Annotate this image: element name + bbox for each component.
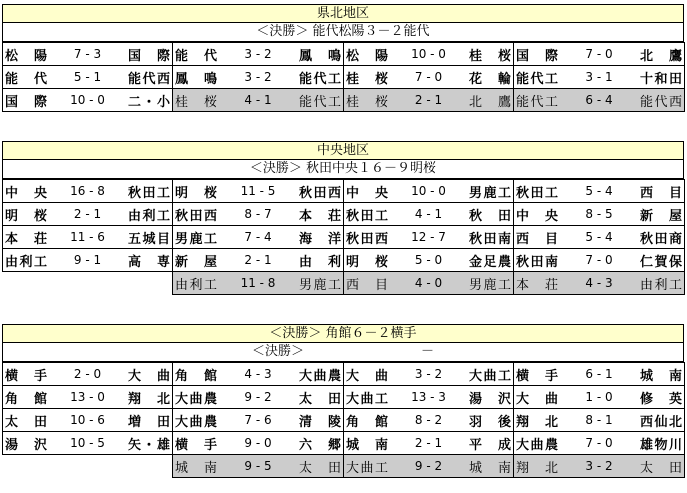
score: 9 - 1	[73, 253, 102, 267]
match	[514, 455, 684, 477]
score: 10 - 0	[411, 47, 446, 61]
team-b: 男鹿工	[469, 277, 511, 293]
team-a: 中 央	[516, 208, 558, 224]
match-cell	[173, 432, 344, 455]
team-b: 羽 後	[469, 414, 511, 430]
team-a: 秋田工	[346, 208, 388, 224]
match-cell	[514, 249, 685, 272]
team-a: 太 田	[5, 414, 47, 430]
match-cell	[3, 432, 173, 455]
match	[344, 363, 513, 385]
match-cell	[514, 180, 685, 203]
team-a: 新 屋	[175, 254, 217, 270]
team-b: 大 曲	[128, 368, 170, 384]
match-cell	[344, 203, 514, 226]
match	[3, 226, 172, 248]
score: 9 - 2	[244, 390, 272, 404]
section-kenpoku	[2, 4, 684, 112]
score: 4 - 3	[244, 367, 272, 381]
match	[3, 432, 172, 454]
team-b: 城 南	[469, 460, 511, 476]
team-b: 能代工	[299, 71, 341, 87]
section-title: 県北地区	[2, 4, 684, 23]
team-a: 横 手	[175, 437, 217, 453]
team-a: 横 手	[5, 368, 47, 384]
score: 13 - 0	[70, 390, 105, 404]
final-result-2	[2, 343, 684, 362]
match	[514, 66, 684, 88]
match-cell	[173, 203, 344, 226]
score: 3 - 2	[244, 70, 272, 84]
team-a: 秋田南	[516, 254, 558, 270]
match	[514, 432, 684, 454]
team-a: 角 館	[346, 414, 388, 430]
team-b: 金足農	[469, 254, 511, 270]
team-a: 大曲農	[175, 391, 217, 407]
score: 2 - 0	[73, 367, 102, 381]
match	[344, 43, 513, 65]
table-row	[3, 409, 685, 432]
score: 4 - 1	[244, 93, 272, 107]
match	[344, 455, 513, 477]
team-b: 秋田工	[128, 185, 170, 201]
section-chuo	[2, 141, 684, 295]
score: 7 - 0	[585, 253, 613, 267]
results-table	[2, 179, 685, 295]
table-row	[3, 386, 685, 409]
score: 5 - 0	[414, 253, 443, 267]
team-b: 能代西	[128, 71, 170, 87]
team-a: 明 桜	[346, 254, 388, 270]
match-cell	[173, 226, 344, 249]
team-b: 西仙北	[640, 414, 682, 430]
team-b: 大曲工	[469, 368, 511, 384]
table-row	[3, 272, 685, 295]
match	[344, 386, 513, 408]
team-b: 湯 沢	[469, 391, 511, 407]
final-result-text: ＜決勝＞ 秋田中央１６－９明桜	[249, 161, 437, 176]
score: 7 - 0	[585, 436, 613, 450]
team-b: 増 田	[128, 414, 170, 430]
score: 3 - 2	[414, 367, 443, 381]
match	[514, 89, 684, 111]
team-a: 大曲工	[346, 460, 388, 476]
match	[173, 363, 343, 385]
table-row	[3, 43, 685, 66]
team-b: 西 目	[640, 185, 682, 201]
match	[344, 409, 513, 431]
match-cell	[3, 249, 173, 272]
team-b: 二・小	[128, 94, 170, 110]
team-b: 由 利	[299, 254, 341, 270]
table-row	[3, 226, 685, 249]
score: 8 - 5	[585, 207, 613, 221]
team-b: 能代工	[299, 94, 341, 110]
team-a: 桂 桜	[175, 94, 217, 110]
match	[344, 272, 513, 294]
score: 4 - 1	[414, 207, 443, 221]
team-a: 鳳 鳴	[175, 71, 217, 87]
team-b: 矢・雄	[128, 437, 170, 453]
team-b: 桂 桜	[469, 48, 511, 64]
team-a: 中 央	[346, 185, 388, 201]
match	[344, 66, 513, 88]
team-a: 本 荘	[5, 231, 47, 247]
team-b: 秋田商	[640, 231, 682, 247]
score: 8 - 2	[414, 413, 443, 427]
team-b: 太 田	[299, 391, 341, 407]
score: 10 - 6	[70, 413, 105, 427]
match	[344, 180, 513, 202]
team-a: 秋田工	[516, 185, 558, 201]
team-a: 桂 桜	[346, 71, 388, 87]
score: 10 - 0	[70, 93, 105, 107]
team-b: 国 際	[128, 48, 170, 64]
score: 9 - 5	[244, 459, 272, 473]
match-cell	[3, 203, 173, 226]
score: 2 - 1	[244, 253, 272, 267]
score: 7 - 3	[73, 47, 102, 61]
score: 5 - 4	[585, 184, 613, 198]
team-a: 桂 桜	[346, 94, 388, 110]
team-a: 城 南	[175, 460, 217, 476]
score: 1 - 0	[585, 390, 613, 404]
match-cell	[344, 89, 514, 112]
team-b: 由利工	[128, 208, 170, 224]
match-cell	[514, 432, 685, 455]
match-cell	[173, 89, 344, 112]
table-row	[3, 180, 685, 203]
team-a: 湯 沢	[5, 437, 47, 453]
match-cell	[344, 180, 514, 203]
match-cell	[173, 180, 344, 203]
match	[3, 89, 172, 111]
match-cell	[3, 66, 173, 89]
score: 7 - 6	[244, 413, 272, 427]
team-a: 本 荘	[516, 277, 558, 293]
match	[514, 249, 684, 271]
match	[3, 43, 172, 65]
score: 13 - 3	[411, 390, 446, 404]
match	[514, 180, 684, 202]
table-row	[3, 432, 685, 455]
match-cell	[173, 66, 344, 89]
score: 7 - 4	[244, 230, 272, 244]
score: 3 - 1	[585, 70, 613, 84]
match	[514, 203, 684, 225]
final-result-text: ＜決勝＞ 能代松陽３－２能代	[256, 24, 430, 39]
match-cell	[173, 363, 344, 386]
match	[173, 180, 343, 202]
match-cell	[514, 386, 685, 409]
match-cell	[514, 89, 685, 112]
team-a: 松 陽	[5, 48, 47, 64]
team-b: 高 専	[128, 254, 170, 270]
score: 11 - 5	[240, 184, 276, 198]
match	[3, 66, 172, 88]
table-row	[3, 249, 685, 272]
team-a: 能代工	[516, 94, 558, 110]
team-b: 北 鷹	[469, 94, 511, 110]
team-b: 北 鷹	[640, 48, 682, 64]
empty-cell	[3, 455, 173, 478]
match-cell	[514, 226, 685, 249]
match-cell	[3, 43, 173, 66]
score: 3 - 2	[585, 459, 613, 473]
match-cell	[514, 409, 685, 432]
team-b: 男鹿工	[469, 185, 511, 201]
match-cell	[514, 43, 685, 66]
score: 2 - 1	[73, 207, 102, 221]
match-cell	[344, 43, 514, 66]
team-a: 横 手	[516, 368, 558, 384]
match-cell	[514, 203, 685, 226]
team-b: 能代西	[640, 94, 682, 110]
team-b: 雄物川	[640, 437, 682, 453]
final-result	[2, 23, 684, 42]
match	[173, 43, 343, 65]
score: 11 - 8	[240, 276, 276, 290]
match-cell	[344, 432, 514, 455]
match-cell	[173, 272, 344, 295]
score: 12 - 7	[411, 230, 446, 244]
team-a: 角 館	[175, 368, 217, 384]
match-cell	[3, 386, 173, 409]
match	[173, 272, 343, 294]
team-a: 大曲農	[175, 414, 217, 430]
team-a: 国 際	[5, 94, 47, 110]
team-a: 松 陽	[346, 48, 388, 64]
score: 9 - 2	[414, 459, 443, 473]
team-a: 国 際	[516, 48, 558, 64]
final-result-text: ＜決勝＞ －	[251, 344, 434, 359]
results-table	[2, 362, 685, 478]
table-row	[3, 89, 685, 112]
team-b: 平 成	[469, 437, 511, 453]
score: 10 - 0	[411, 184, 446, 198]
team-a: 秋田西	[346, 231, 388, 247]
match-cell	[514, 272, 685, 295]
table-row	[3, 363, 685, 386]
team-b: 由利工	[640, 277, 682, 293]
team-b: 太 田	[640, 460, 682, 476]
score: 16 - 8	[70, 184, 105, 198]
score: 3 - 2	[244, 47, 272, 61]
table-row	[3, 455, 685, 478]
team-a: 西 目	[346, 277, 388, 293]
team-a: 男鹿工	[175, 231, 217, 247]
match-cell	[344, 272, 514, 295]
team-b: 清 陵	[299, 414, 341, 430]
match-cell	[344, 66, 514, 89]
team-a: 能 代	[5, 71, 47, 87]
match	[173, 455, 343, 477]
team-a: 大曲工	[346, 391, 388, 407]
team-a: 翔 北	[516, 414, 558, 430]
score: 8 - 7	[244, 207, 272, 221]
match	[3, 363, 172, 385]
team-b: 大曲農	[299, 368, 341, 384]
match-cell	[3, 180, 173, 203]
match-cell	[344, 386, 514, 409]
match-cell	[3, 363, 173, 386]
match	[173, 89, 343, 111]
score: 2 - 1	[414, 436, 443, 450]
match	[344, 226, 513, 248]
section-kennan	[2, 324, 684, 478]
table-row	[3, 66, 685, 89]
score: 5 - 1	[73, 70, 102, 84]
match	[344, 432, 513, 454]
score: 10 - 5	[70, 436, 105, 450]
match	[3, 249, 172, 271]
score: 4 - 0	[414, 276, 443, 290]
match	[173, 226, 343, 248]
team-b: 新 屋	[640, 208, 682, 224]
team-b: 太 田	[299, 460, 341, 476]
score: 6 - 1	[585, 367, 613, 381]
team-a: 西 目	[516, 231, 558, 247]
table-row	[3, 203, 685, 226]
match-cell	[173, 249, 344, 272]
match-cell	[3, 89, 173, 112]
score: 11 - 6	[70, 230, 105, 244]
match	[514, 409, 684, 431]
match	[514, 43, 684, 65]
team-a: 能 代	[175, 48, 217, 64]
team-b: 修 英	[640, 391, 682, 407]
team-b: 秋 田	[469, 208, 511, 224]
match-cell	[514, 455, 685, 478]
match-cell	[514, 66, 685, 89]
match	[3, 203, 172, 225]
team-a: 大曲農	[516, 437, 558, 453]
team-a: 能代工	[516, 71, 558, 87]
team-a: 由利工	[175, 277, 217, 293]
match	[514, 363, 684, 385]
team-b: 鳳 鳴	[299, 48, 341, 64]
score: 6 - 4	[585, 93, 613, 107]
score: 5 - 4	[585, 230, 613, 244]
match-cell	[3, 409, 173, 432]
score: 2 - 1	[414, 93, 443, 107]
match	[3, 409, 172, 431]
match	[173, 249, 343, 271]
match	[344, 203, 513, 225]
team-a: 城 南	[346, 437, 388, 453]
score: 4 - 3	[585, 276, 613, 290]
results-table	[2, 42, 685, 112]
match	[173, 386, 343, 408]
match-cell	[344, 249, 514, 272]
team-b: 男鹿工	[299, 277, 341, 293]
match-cell	[173, 386, 344, 409]
team-b: 翔 北	[128, 391, 170, 407]
match	[514, 226, 684, 248]
match-cell	[514, 363, 685, 386]
match	[3, 386, 172, 408]
match	[344, 89, 513, 111]
team-b: 秋田南	[469, 231, 511, 247]
match	[514, 272, 684, 294]
match	[173, 432, 343, 454]
score: 9 - 0	[244, 436, 272, 450]
team-b: 城 南	[640, 368, 682, 384]
score: 7 - 0	[414, 70, 443, 84]
match-cell	[3, 226, 173, 249]
team-b: 六 郷	[299, 437, 341, 453]
section-title: 中央地区	[2, 141, 684, 160]
team-b: 海 洋	[299, 231, 341, 247]
score: 7 - 0	[585, 47, 613, 61]
match-cell	[344, 409, 514, 432]
team-a: 明 桜	[175, 185, 217, 201]
team-b: 仁賀保	[640, 254, 682, 270]
team-b: 秋田西	[299, 185, 341, 201]
team-a: 中 央	[5, 185, 47, 201]
team-a: 由利工	[5, 254, 47, 270]
team-a: 明 桜	[5, 208, 47, 224]
match	[173, 66, 343, 88]
match-cell	[344, 226, 514, 249]
final-result	[2, 160, 684, 179]
match-cell	[344, 363, 514, 386]
match	[173, 203, 343, 225]
match	[344, 249, 513, 271]
final-result-text: ＜決勝＞ 角館６－２横手	[269, 326, 417, 341]
match-cell	[344, 455, 514, 478]
match	[173, 409, 343, 431]
team-b: 本 荘	[299, 208, 341, 224]
match	[3, 180, 172, 202]
score: 8 - 1	[585, 413, 613, 427]
final-result	[2, 324, 684, 343]
team-b: 五城目	[128, 231, 170, 247]
team-a: 秋田西	[175, 208, 217, 224]
team-b: 十和田	[640, 71, 682, 87]
match	[514, 386, 684, 408]
match-cell	[173, 455, 344, 478]
team-b: 花 輪	[469, 71, 511, 87]
empty-cell	[3, 272, 173, 295]
match-cell	[173, 409, 344, 432]
team-a: 翔 北	[516, 460, 558, 476]
team-a: 大 曲	[516, 391, 558, 407]
team-a: 大 曲	[346, 368, 388, 384]
team-a: 角 館	[5, 391, 47, 407]
match-cell	[173, 43, 344, 66]
